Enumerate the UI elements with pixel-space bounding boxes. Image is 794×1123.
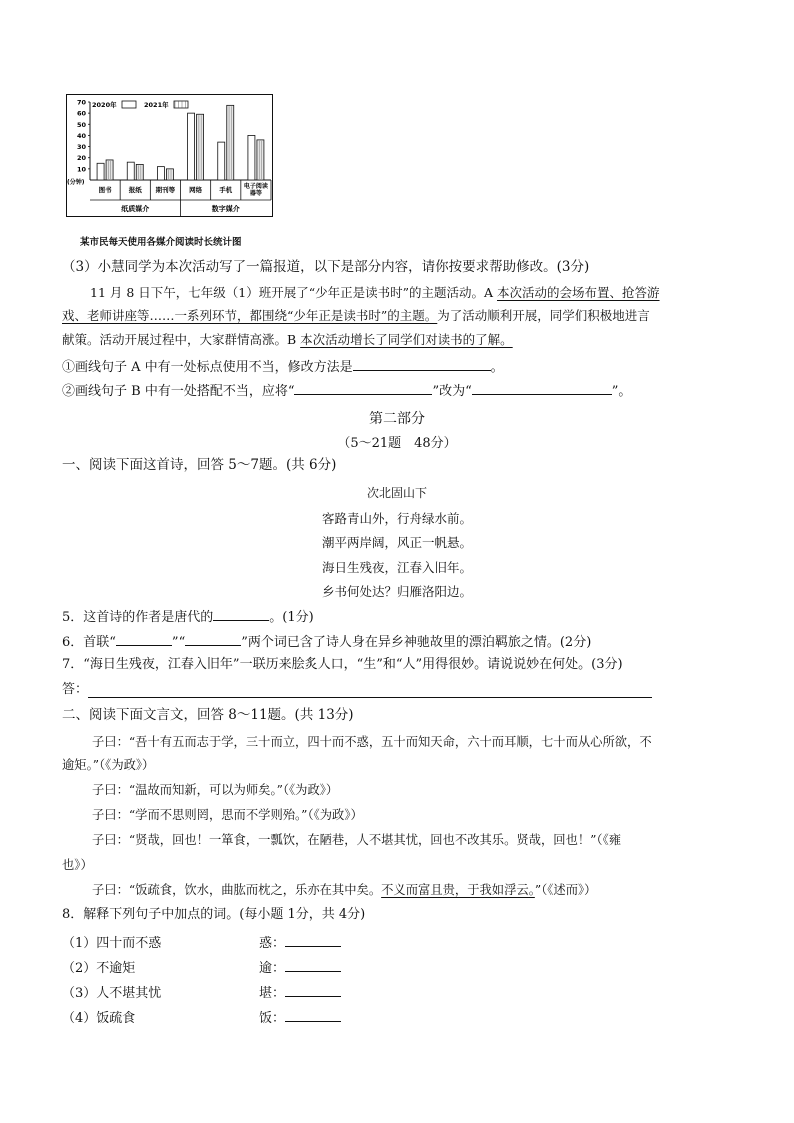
q3-para-line-1 <box>90 284 660 302</box>
bar-2021 <box>197 114 204 180</box>
q7-answer-label: 答： <box>62 682 89 697</box>
legend-label: 2020年 <box>92 101 117 109</box>
group-label: 纸质媒介 <box>121 205 150 213</box>
legend-swatch <box>122 101 136 108</box>
q3-p1-a: 11 月 8 日下午，七年级（1）班开展了“少年正是读书时”的主题活动。A <box>90 285 498 300</box>
chart-caption: 某市民每天使用各媒介阅读时长统计图 <box>80 237 242 248</box>
y-tick-label: 30 <box>76 143 86 152</box>
q8-item-3-left: （3）人不堪其忧 <box>62 986 162 1001</box>
q3-sub2-b: ”改为“ <box>432 384 472 399</box>
text2: 子曰：“温故而知新，可以为师矣。”（《为政》） <box>92 783 339 797</box>
q3-para-line-2 <box>62 307 650 325</box>
q3-sub2 <box>62 380 631 401</box>
group-label: 数字媒介 <box>211 205 240 213</box>
poem-line-3: 海日生残夜，江春入旧年。 <box>321 560 472 575</box>
sentence-b: 本次活动增长了同学们对读书的了解。 <box>300 332 513 347</box>
poem-line-2: 潮平两岸阔，风正一帆悬。 <box>321 535 472 550</box>
q3-sub2-blank-1[interactable] <box>294 380 432 395</box>
q6-a: 6．首联“ <box>62 635 116 650</box>
bar-2020 <box>248 135 255 180</box>
text1-line2: 逾矩。”（《为政》） <box>62 758 155 772</box>
text4-line1: 子曰：“贤哉，回也！一箪食，一瓢饮，在陋巷，人不堪其忧，回也不改其乐。贤哉，回也！”（《雍 <box>92 833 622 847</box>
sec2-heading: 二、阅读下面文言文，回答 8～11题。(共 13分) <box>62 707 354 723</box>
category-label: 网络 <box>189 186 203 194</box>
bar-2021 <box>257 140 264 180</box>
legend-label: 2021年 <box>144 101 169 109</box>
category-label-cont: 器等 <box>249 190 262 197</box>
bar-2021 <box>136 164 143 180</box>
q8-item-2-label: 逾： <box>259 961 286 976</box>
q8-item-1-blank[interactable] <box>285 932 341 947</box>
bar-2020 <box>97 163 104 180</box>
q7: 7．“海日生残夜，江春入旧年”一联历来脍炙人口，“生”和“人”用得很妙。请说说妙在何处。(3分) <box>62 657 623 672</box>
q8-item-4-label: 饭： <box>259 1011 286 1026</box>
q5-text: 5．这首诗的作者是唐代的 <box>62 610 214 625</box>
poem-line-4: 乡书何处达？归雁洛阳边。 <box>321 584 472 599</box>
text3: 子曰：“学而不思则罔，思而不学则殆。”（《为政》） <box>92 808 363 822</box>
y-tick-label: 40 <box>76 131 86 140</box>
legend-swatch <box>174 101 188 108</box>
q8-item-3-right <box>259 982 341 1001</box>
text1-line1: 子曰：“吾十有五而志于学，三十而立，四十而不惑，五十而知天命，六十而耳顺，七十而从心所欲，不 <box>92 735 652 749</box>
q3-intro: （3）小慧同学为本次活动写了一篇报道，以下是部分内容，请你按要求帮助修改。(3分) <box>62 259 590 275</box>
text5-underlined: 不义而富且贵，于我如浮云。 <box>381 883 535 897</box>
q7-answer-line[interactable] <box>88 696 652 698</box>
y-axis-label: (分钟) <box>67 179 85 186</box>
media-reading-chart <box>66 94 274 222</box>
poem-line-1: 客路青山外，行舟绿水前。 <box>321 511 472 526</box>
bar-2020 <box>127 162 134 180</box>
bar-2020 <box>218 142 225 180</box>
q3-sub1: ①画线句子 A 中有一处标点使用不当，修改方法是 。 <box>62 356 504 377</box>
q6-blank-1[interactable] <box>116 631 172 646</box>
q5 <box>62 606 314 627</box>
text4-line2: 也》） <box>62 858 93 872</box>
q8-item-1-left: （1）四十而不惑 <box>62 936 162 951</box>
y-tick-label: 70 <box>76 98 86 107</box>
q3-sub1-blank[interactable] <box>353 356 491 371</box>
q8-item-2-blank[interactable] <box>285 957 341 972</box>
q3-sub1-text: ①画线句子 A 中有一处标点使用不当，修改方法是 <box>62 360 353 375</box>
poem-title: 次北固山下 <box>366 486 427 500</box>
sentence-a-part-1: 本次活动的会场布置、抢答游 <box>497 285 660 300</box>
category-label: 手机 <box>219 186 233 194</box>
y-tick-label: 60 <box>76 109 86 118</box>
q8-item-1-right <box>259 932 341 951</box>
q8-item-2-left: （2）不逾矩 <box>62 961 136 976</box>
y-tick-label: 10 <box>76 165 86 174</box>
part2-title: 第二部分 <box>369 411 425 427</box>
category-label: 报纸 <box>128 186 142 194</box>
category-label: 电子阅读 <box>243 183 268 190</box>
q6 <box>62 631 591 652</box>
sec1-heading: 一、阅读下面这首诗，回答 5～7题。(共 6分) <box>62 457 337 473</box>
text5-a: 子曰：“饭疏食，饮水，曲肱而枕之，乐亦在其中矣。 <box>92 883 382 897</box>
q3-sub2-a: ②画线句子 B 中有一处搭配不当，应将“ <box>62 384 295 399</box>
q8-item-4-blank[interactable] <box>285 1007 341 1022</box>
sentence-a-part-2: 戏、老师讲座等……一系列环节，都围绕“少年正是读书时”的主题。 <box>62 308 438 323</box>
category-label: 期刊等 <box>155 186 176 194</box>
category-label: 图书 <box>98 186 112 194</box>
q8: 8．解释下列句子中加点的词。(每小题 1分，共 4分) <box>62 907 366 922</box>
y-tick-label: 20 <box>76 154 86 163</box>
q8-item-3-label: 堪： <box>259 986 286 1001</box>
q3-sub2-c: ”。 <box>611 384 632 399</box>
bar-2021 <box>227 105 234 180</box>
chart-frame <box>67 95 273 217</box>
bar-2021 <box>106 160 113 180</box>
q3-sub2-blank-2[interactable] <box>472 380 612 395</box>
q8-item-2-right <box>259 957 341 976</box>
q8-item-4-right <box>259 1007 341 1026</box>
bar-2020 <box>157 167 164 180</box>
q5-blank[interactable] <box>213 606 269 621</box>
y-tick-label: 50 <box>76 120 86 129</box>
text5 <box>92 881 596 899</box>
q3-p3-a: 献策。活动开展过程中，大家群情高涨。B <box>62 332 301 347</box>
bar-2021 <box>166 169 173 180</box>
q6-b: ”“ <box>171 635 186 650</box>
q3-para-line-3 <box>62 331 513 349</box>
bar-chart-svg <box>66 94 274 218</box>
q6-c: ”两个词已含了诗人身在异乡神驰故里的漂泊羁旅之情。(2分) <box>241 635 592 650</box>
q6-blank-2[interactable] <box>185 631 241 646</box>
q8-item-3-blank[interactable] <box>285 982 341 997</box>
bar-2020 <box>188 113 195 180</box>
q8-item-1-label: 惑： <box>259 936 286 951</box>
part2-subtitle: （5～21题 48分） <box>337 436 457 451</box>
q8-item-4-left: （4）饭疏食 <box>62 1011 136 1026</box>
q5-score: 。(1分) <box>269 610 314 625</box>
q3-p2-b: 为了活动顺利开展，同学们积极地进言 <box>437 308 650 323</box>
text5-source: ”（《述而》） <box>534 883 597 897</box>
